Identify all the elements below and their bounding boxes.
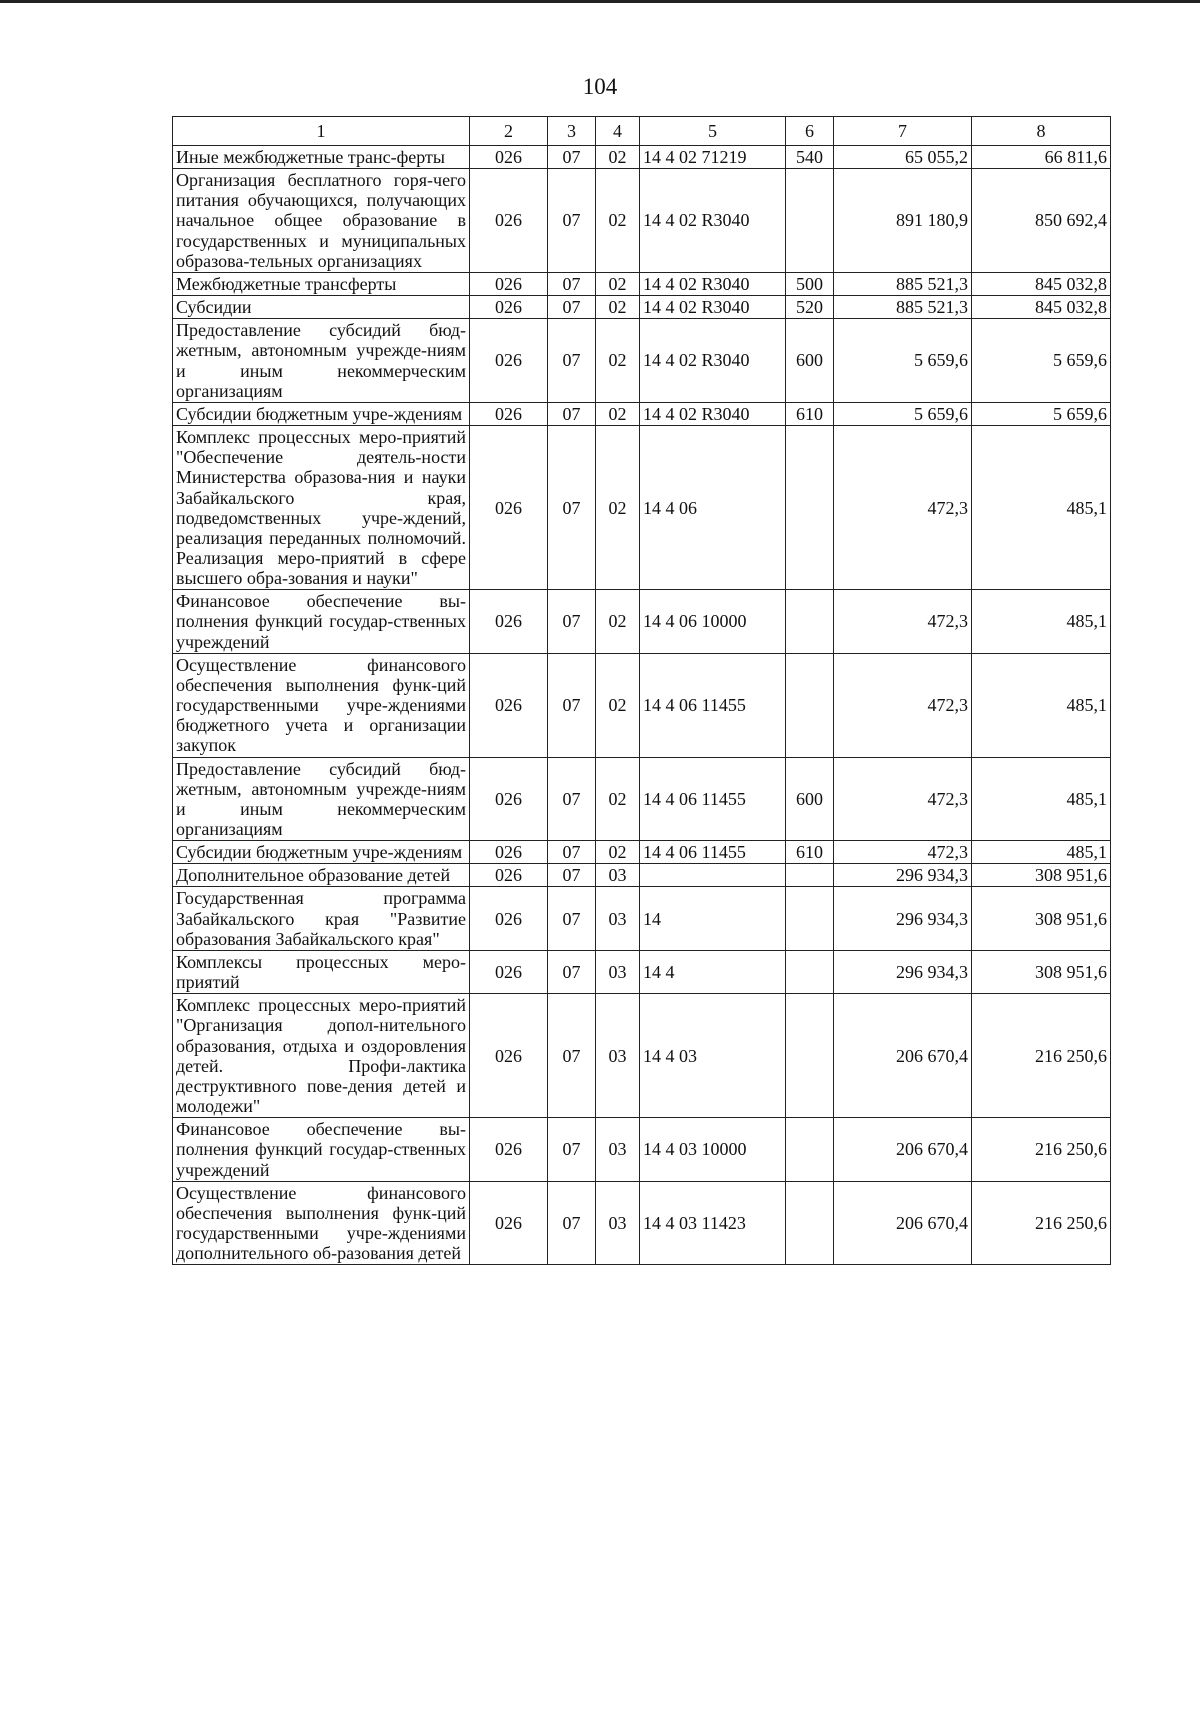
section-code-cell: 07 [548, 169, 596, 273]
row-name-cell: Финансовое обеспечение вы-полнения функций государ-ственных учреждений [173, 590, 470, 653]
expense-type-cell [786, 1181, 834, 1265]
header-cell: 8 [972, 117, 1111, 146]
amount-year2-cell: 850 692,4 [972, 169, 1111, 273]
ministry-code-cell: 026 [470, 653, 548, 757]
section-code-cell: 07 [548, 864, 596, 887]
target-article-cell: 14 4 06 11455 [640, 841, 786, 864]
target-article-cell: 14 4 03 10000 [640, 1118, 786, 1181]
amount-year1-cell: 296 934,3 [834, 864, 972, 887]
table-row [173, 319, 1111, 403]
expense-type-cell [786, 1118, 834, 1181]
amount-year2-cell: 845 032,8 [972, 296, 1111, 319]
table-row [173, 590, 1111, 653]
target-article-cell: 14 4 03 11423 [640, 1181, 786, 1265]
subsection-code-cell: 03 [596, 887, 640, 950]
row-name-cell: Предоставление субсидий бюд-жетным, автономным учрежде-ниям и иным некоммерческим организациям [173, 319, 470, 403]
target-article-cell: 14 4 02 R3040 [640, 296, 786, 319]
amount-year2-cell: 216 250,6 [972, 1118, 1111, 1181]
expense-type-cell: 520 [786, 296, 834, 319]
amount-year1-cell: 885 521,3 [834, 296, 972, 319]
target-article-cell: 14 4 02 R3040 [640, 319, 786, 403]
section-code-cell: 07 [548, 402, 596, 425]
expense-type-cell [786, 426, 834, 590]
header-cell: 3 [548, 117, 596, 146]
header-cell: 6 [786, 117, 834, 146]
amount-year2-cell: 485,1 [972, 841, 1111, 864]
amount-year1-cell: 65 055,2 [834, 146, 972, 169]
section-code-cell: 07 [548, 653, 596, 757]
ministry-code-cell: 026 [470, 426, 548, 590]
subsection-code-cell: 02 [596, 402, 640, 425]
section-code-cell: 07 [548, 950, 596, 993]
header-cell: 2 [470, 117, 548, 146]
target-article-cell: 14 4 02 R3040 [640, 402, 786, 425]
header-cell: 5 [640, 117, 786, 146]
amount-year2-cell: 308 951,6 [972, 864, 1111, 887]
table-row [173, 841, 1111, 864]
expense-type-cell [786, 950, 834, 993]
subsection-code-cell: 02 [596, 272, 640, 295]
target-article-cell: 14 4 02 R3040 [640, 169, 786, 273]
row-name-cell: Субсидии [173, 296, 470, 319]
table-row [173, 146, 1111, 169]
row-name-cell: Иные межбюджетные транс-ферты [173, 146, 470, 169]
target-article-cell: 14 4 02 R3040 [640, 272, 786, 295]
ministry-code-cell: 026 [470, 146, 548, 169]
subsection-code-cell: 02 [596, 169, 640, 273]
section-code-cell: 07 [548, 146, 596, 169]
table-row [173, 950, 1111, 993]
amount-year1-cell: 885 521,3 [834, 272, 972, 295]
amount-year1-cell: 891 180,9 [834, 169, 972, 273]
table-row [173, 1181, 1111, 1265]
amount-year1-cell: 472,3 [834, 590, 972, 653]
ministry-code-cell: 026 [470, 950, 548, 993]
section-code-cell: 07 [548, 1181, 596, 1265]
amount-year1-cell: 206 670,4 [834, 1181, 972, 1265]
expense-type-cell: 610 [786, 402, 834, 425]
ministry-code-cell: 026 [470, 402, 548, 425]
row-name-cell: Комплексы процессных меро-приятий [173, 950, 470, 993]
amount-year1-cell: 5 659,6 [834, 319, 972, 403]
target-article-cell: 14 4 06 11455 [640, 757, 786, 841]
table-row [173, 296, 1111, 319]
subsection-code-cell: 02 [596, 841, 640, 864]
expense-type-cell [786, 887, 834, 950]
expense-type-cell [786, 864, 834, 887]
target-article-cell [640, 864, 786, 887]
subsection-code-cell: 02 [596, 757, 640, 841]
amount-year2-cell: 485,1 [972, 653, 1111, 757]
ministry-code-cell: 026 [470, 319, 548, 403]
table-row [173, 994, 1111, 1118]
header-cell: 4 [596, 117, 640, 146]
section-code-cell: 07 [548, 757, 596, 841]
amount-year1-cell: 296 934,3 [834, 950, 972, 993]
table-row [173, 402, 1111, 425]
amount-year2-cell: 308 951,6 [972, 950, 1111, 993]
subsection-code-cell: 02 [596, 146, 640, 169]
amount-year1-cell: 472,3 [834, 426, 972, 590]
section-code-cell: 07 [548, 994, 596, 1118]
ministry-code-cell: 026 [470, 757, 548, 841]
section-code-cell: 07 [548, 1118, 596, 1181]
row-name-cell: Предоставление субсидий бюд-жетным, автономным учрежде-ниям и иным некоммерческим организациям [173, 757, 470, 841]
table-row [173, 757, 1111, 841]
amount-year2-cell: 845 032,8 [972, 272, 1111, 295]
expense-type-cell [786, 653, 834, 757]
amount-year2-cell: 485,1 [972, 590, 1111, 653]
amount-year1-cell: 5 659,6 [834, 402, 972, 425]
target-article-cell: 14 4 06 10000 [640, 590, 786, 653]
ministry-code-cell: 026 [470, 1181, 548, 1265]
subsection-code-cell: 03 [596, 994, 640, 1118]
row-name-cell: Организация бесплатного горя-чего питания обучающихся, получающих начальное общее образование в государственных и муниципальных образова-тельных организациях [173, 169, 470, 273]
target-article-cell: 14 4 06 [640, 426, 786, 590]
row-name-cell: Субсидии бюджетным учре-ждениям [173, 402, 470, 425]
expense-type-cell: 600 [786, 319, 834, 403]
budget-table [172, 116, 1111, 1265]
expense-type-cell: 500 [786, 272, 834, 295]
target-article-cell: 14 4 06 11455 [640, 653, 786, 757]
table-row [173, 272, 1111, 295]
target-article-cell: 14 [640, 887, 786, 950]
subsection-code-cell: 03 [596, 864, 640, 887]
subsection-code-cell: 02 [596, 296, 640, 319]
row-name-cell: Осуществление финансового обеспечения выполнения функ-ций государственными учре-ждениями бюджетного учета и организации закупок [173, 653, 470, 757]
amount-year1-cell: 472,3 [834, 757, 972, 841]
target-article-cell: 14 4 02 71219 [640, 146, 786, 169]
row-name-cell: Комплекс процессных меро-приятий "Обеспечение деятель-ности Министерства образова-ния и науки Забайкальского края, подведомственных учре-ждений, реализация переданных полномочий. Реализация меро-приятий в сфере высшего обра-зования и науки" [173, 426, 470, 590]
ministry-code-cell: 026 [470, 994, 548, 1118]
amount-year2-cell: 485,1 [972, 426, 1111, 590]
row-name-cell: Осуществление финансового обеспечения выполнения функ-ций государственными учре-ждениями дополнительного об-разования детей [173, 1181, 470, 1265]
expense-type-cell [786, 590, 834, 653]
subsection-code-cell: 02 [596, 319, 640, 403]
ministry-code-cell: 026 [470, 1118, 548, 1181]
section-code-cell: 07 [548, 272, 596, 295]
amount-year1-cell: 206 670,4 [834, 994, 972, 1118]
table-row [173, 1118, 1111, 1181]
page-number: 104 [582, 74, 618, 99]
section-code-cell: 07 [548, 319, 596, 403]
row-name-cell: Субсидии бюджетным учре-ждениям [173, 841, 470, 864]
subsection-code-cell: 03 [596, 1181, 640, 1265]
amount-year2-cell: 308 951,6 [972, 887, 1111, 950]
amount-year1-cell: 296 934,3 [834, 887, 972, 950]
ministry-code-cell: 026 [470, 272, 548, 295]
table-body [173, 146, 1111, 1265]
header-row [173, 117, 1111, 146]
table-row [173, 426, 1111, 590]
row-name-cell: Финансовое обеспечение вы-полнения функций государ-ственных учреждений [173, 1118, 470, 1181]
target-article-cell: 14 4 [640, 950, 786, 993]
expense-type-cell [786, 994, 834, 1118]
section-code-cell: 07 [548, 841, 596, 864]
amount-year2-cell: 66 811,6 [972, 146, 1111, 169]
amount-year1-cell: 472,3 [834, 653, 972, 757]
amount-year1-cell: 206 670,4 [834, 1118, 972, 1181]
section-code-cell: 07 [548, 296, 596, 319]
amount-year2-cell: 216 250,6 [972, 994, 1111, 1118]
ministry-code-cell: 026 [470, 296, 548, 319]
amount-year2-cell: 485,1 [972, 757, 1111, 841]
section-code-cell: 07 [548, 887, 596, 950]
expense-type-cell [786, 169, 834, 273]
table-row [173, 887, 1111, 950]
section-code-cell: 07 [548, 426, 596, 590]
ministry-code-cell: 026 [470, 841, 548, 864]
page-top-border [0, 0, 1200, 3]
amount-year2-cell: 5 659,6 [972, 402, 1111, 425]
expense-type-cell: 600 [786, 757, 834, 841]
row-name-cell: Комплекс процессных меро-приятий "Организация допол-нительного образования, отдыха и оздоровления детей. Профи-лактика деструктивного пове-дения детей и молодежи" [173, 994, 470, 1118]
ministry-code-cell: 026 [470, 169, 548, 273]
header-cell: 7 [834, 117, 972, 146]
table-row [173, 864, 1111, 887]
ministry-code-cell: 026 [470, 887, 548, 950]
subsection-code-cell: 03 [596, 1118, 640, 1181]
header-cell: 1 [173, 117, 470, 146]
subsection-code-cell: 03 [596, 950, 640, 993]
subsection-code-cell: 02 [596, 426, 640, 590]
amount-year1-cell: 472,3 [834, 841, 972, 864]
table-row [173, 653, 1111, 757]
subsection-code-cell: 02 [596, 590, 640, 653]
ministry-code-cell: 026 [470, 864, 548, 887]
ministry-code-cell: 026 [470, 590, 548, 653]
expense-type-cell: 610 [786, 841, 834, 864]
amount-year2-cell: 216 250,6 [972, 1181, 1111, 1265]
amount-year2-cell: 5 659,6 [972, 319, 1111, 403]
row-name-cell: Дополнительное образование детей [173, 864, 470, 887]
row-name-cell: Межбюджетные трансферты [173, 272, 470, 295]
section-code-cell: 07 [548, 590, 596, 653]
row-name-cell: Государственная программа Забайкальского края "Развитие образования Забайкальского края" [173, 887, 470, 950]
expense-type-cell: 540 [786, 146, 834, 169]
subsection-code-cell: 02 [596, 653, 640, 757]
target-article-cell: 14 4 03 [640, 994, 786, 1118]
table-row [173, 169, 1111, 273]
